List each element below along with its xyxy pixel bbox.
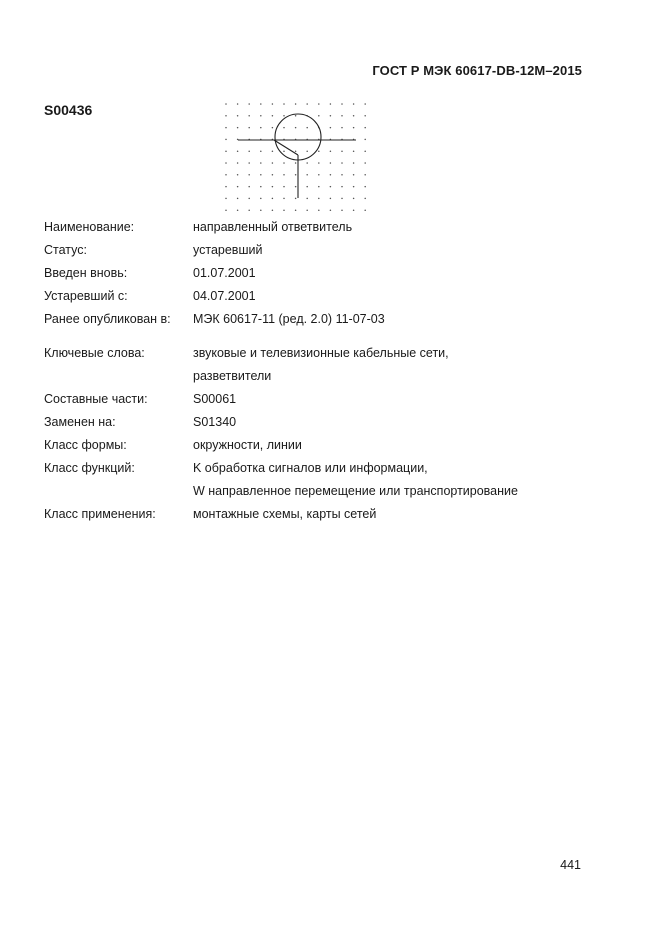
field-value: K обработка сигналов или информации, bbox=[193, 461, 428, 475]
field-label: Устаревший с: bbox=[44, 289, 128, 303]
grid-dot bbox=[318, 115, 320, 117]
grid-dot bbox=[272, 162, 274, 164]
grid-dot bbox=[306, 186, 308, 188]
grid-dot bbox=[318, 162, 320, 164]
grid-dot bbox=[272, 174, 274, 176]
grid-dot bbox=[353, 115, 355, 117]
grid-dot bbox=[353, 174, 355, 176]
grid-dot bbox=[353, 127, 355, 129]
grid-dot bbox=[237, 103, 239, 105]
grid-dot bbox=[248, 162, 250, 164]
field-value: направленный ответвитель bbox=[193, 220, 353, 234]
grid-dot bbox=[237, 127, 239, 129]
grid-dot bbox=[237, 198, 239, 200]
grid-dot bbox=[283, 127, 285, 129]
grid-dot bbox=[248, 127, 250, 129]
grid-dot bbox=[306, 150, 308, 152]
field-label: Статус: bbox=[44, 243, 87, 257]
grid-dot bbox=[272, 209, 274, 211]
grid-dot bbox=[225, 162, 227, 164]
grid-dot bbox=[295, 209, 297, 211]
field-value: S00061 bbox=[193, 392, 237, 406]
grid-dot bbox=[248, 198, 250, 200]
field-value: W направленное перемещение или транспортирование bbox=[193, 484, 518, 498]
grid-dot bbox=[364, 174, 366, 176]
grid-dot bbox=[353, 103, 355, 105]
grid-dot bbox=[364, 103, 366, 105]
grid-dot bbox=[330, 186, 332, 188]
grid-dot bbox=[330, 162, 332, 164]
grid-dot bbox=[260, 198, 262, 200]
grid-dot bbox=[260, 103, 262, 105]
grid-dot bbox=[341, 127, 343, 129]
grid-dot bbox=[341, 115, 343, 117]
grid-dot bbox=[330, 150, 332, 152]
grid-dot bbox=[237, 150, 239, 152]
standard-designation: ГОСТ Р МЭК 60617-DB-12M–2015 bbox=[372, 63, 582, 78]
grid-dot bbox=[318, 150, 320, 152]
grid-dot bbox=[364, 150, 366, 152]
grid-dot bbox=[364, 139, 366, 141]
grid-dot bbox=[225, 186, 227, 188]
grid-dot bbox=[330, 103, 332, 105]
grid-dot bbox=[364, 115, 366, 117]
grid-dot bbox=[341, 209, 343, 211]
grid-dot bbox=[306, 198, 308, 200]
grid-dot bbox=[353, 162, 355, 164]
grid-dot bbox=[364, 127, 366, 129]
grid-dot bbox=[248, 174, 250, 176]
grid-dot bbox=[225, 115, 227, 117]
grid-dot bbox=[272, 150, 274, 152]
grid-dot bbox=[353, 198, 355, 200]
grid-dot bbox=[225, 103, 227, 105]
field-label: Класс функций: bbox=[44, 461, 135, 475]
grid-dot bbox=[237, 186, 239, 188]
field-value: устаревший bbox=[193, 243, 263, 257]
grid-dot bbox=[330, 127, 332, 129]
grid-dot bbox=[272, 127, 274, 129]
grid-dot bbox=[341, 150, 343, 152]
page-number: 441 bbox=[560, 858, 581, 872]
grid-dot bbox=[237, 115, 239, 117]
grid-dot bbox=[225, 209, 227, 211]
grid-dot bbox=[272, 103, 274, 105]
grid-dot bbox=[248, 186, 250, 188]
field-label: Ключевые слова: bbox=[44, 346, 145, 360]
field-value: S01340 bbox=[193, 415, 237, 429]
grid-dot bbox=[341, 186, 343, 188]
grid-dot bbox=[272, 198, 274, 200]
grid-dot bbox=[318, 174, 320, 176]
grid-dot bbox=[260, 115, 262, 117]
coupler-circle bbox=[275, 114, 321, 160]
field-label: Составные части: bbox=[44, 392, 148, 406]
field-label: Класс применения: bbox=[44, 507, 156, 521]
grid-dot bbox=[364, 209, 366, 211]
field-value: окружности, линии bbox=[193, 438, 302, 452]
grid-dot bbox=[330, 198, 332, 200]
grid-dot bbox=[225, 127, 227, 129]
field-label: Заменен на: bbox=[44, 415, 116, 429]
field-value: звуковые и телевизионные кабельные сети, bbox=[193, 346, 449, 360]
grid-dot bbox=[353, 209, 355, 211]
grid-dot bbox=[283, 198, 285, 200]
grid-dot bbox=[341, 198, 343, 200]
field-label: Введен вновь: bbox=[44, 266, 128, 280]
grid-dot bbox=[330, 115, 332, 117]
grid-dot bbox=[248, 103, 250, 105]
grid-dot bbox=[260, 186, 262, 188]
grid-dot bbox=[330, 174, 332, 176]
grid-dot bbox=[283, 103, 285, 105]
grid-dot bbox=[341, 162, 343, 164]
field-value: монтажные схемы, карты сетей bbox=[193, 507, 377, 521]
grid-dot bbox=[295, 198, 297, 200]
grid-dot bbox=[353, 150, 355, 152]
grid-dot bbox=[283, 186, 285, 188]
grid-dot bbox=[283, 162, 285, 164]
grid-dot bbox=[295, 127, 297, 129]
grid-dot bbox=[364, 162, 366, 164]
grid-dot bbox=[306, 103, 308, 105]
directional-coupler-symbol-icon bbox=[222, 101, 372, 215]
grid-dot bbox=[248, 150, 250, 152]
grid-dot bbox=[248, 209, 250, 211]
grid-dot bbox=[272, 115, 274, 117]
grid-dot bbox=[260, 174, 262, 176]
grid-dot bbox=[318, 209, 320, 211]
grid-dot bbox=[330, 209, 332, 211]
grid-dot bbox=[295, 115, 297, 117]
grid-dot bbox=[237, 209, 239, 211]
grid-dot bbox=[306, 127, 308, 129]
field-value: МЭК 60617-11 (ред. 2.0) 11-07-03 bbox=[193, 312, 385, 326]
grid-dot bbox=[283, 209, 285, 211]
grid-dot bbox=[248, 115, 250, 117]
grid-dot bbox=[225, 139, 227, 141]
grid-dot bbox=[260, 127, 262, 129]
field-label: Ранее опубликован в: bbox=[44, 312, 171, 326]
field-value: 01.07.2001 bbox=[193, 266, 256, 280]
grid-dot bbox=[353, 186, 355, 188]
grid-dot bbox=[318, 198, 320, 200]
grid-dot bbox=[237, 162, 239, 164]
grid-dot bbox=[295, 150, 297, 152]
field-label: Наименование: bbox=[44, 220, 135, 234]
grid-dot bbox=[260, 209, 262, 211]
grid-dot bbox=[260, 162, 262, 164]
symbol-code: S00436 bbox=[44, 102, 93, 118]
grid-dot bbox=[295, 174, 297, 176]
field-value: 04.07.2001 bbox=[193, 289, 256, 303]
grid-dot bbox=[225, 198, 227, 200]
grid-dot bbox=[272, 186, 274, 188]
field-label: Класс формы: bbox=[44, 438, 127, 452]
field-value: разветвители bbox=[193, 369, 272, 383]
grid-dot bbox=[260, 150, 262, 152]
grid-dot bbox=[306, 174, 308, 176]
grid-dot bbox=[306, 162, 308, 164]
grid-dot bbox=[225, 150, 227, 152]
grid-dot bbox=[225, 174, 227, 176]
grid-dot bbox=[295, 186, 297, 188]
grid-dot bbox=[295, 103, 297, 105]
grid-dot bbox=[364, 186, 366, 188]
grid-dot bbox=[306, 209, 308, 211]
grid-dot bbox=[341, 103, 343, 105]
grid-dot bbox=[318, 103, 320, 105]
grid-dot bbox=[283, 150, 285, 152]
grid-dot bbox=[283, 115, 285, 117]
grid-dot bbox=[318, 186, 320, 188]
grid-dot bbox=[283, 174, 285, 176]
grid-dot bbox=[341, 174, 343, 176]
grid-dot bbox=[364, 198, 366, 200]
grid-dot bbox=[237, 174, 239, 176]
grid-dot bbox=[295, 162, 297, 164]
